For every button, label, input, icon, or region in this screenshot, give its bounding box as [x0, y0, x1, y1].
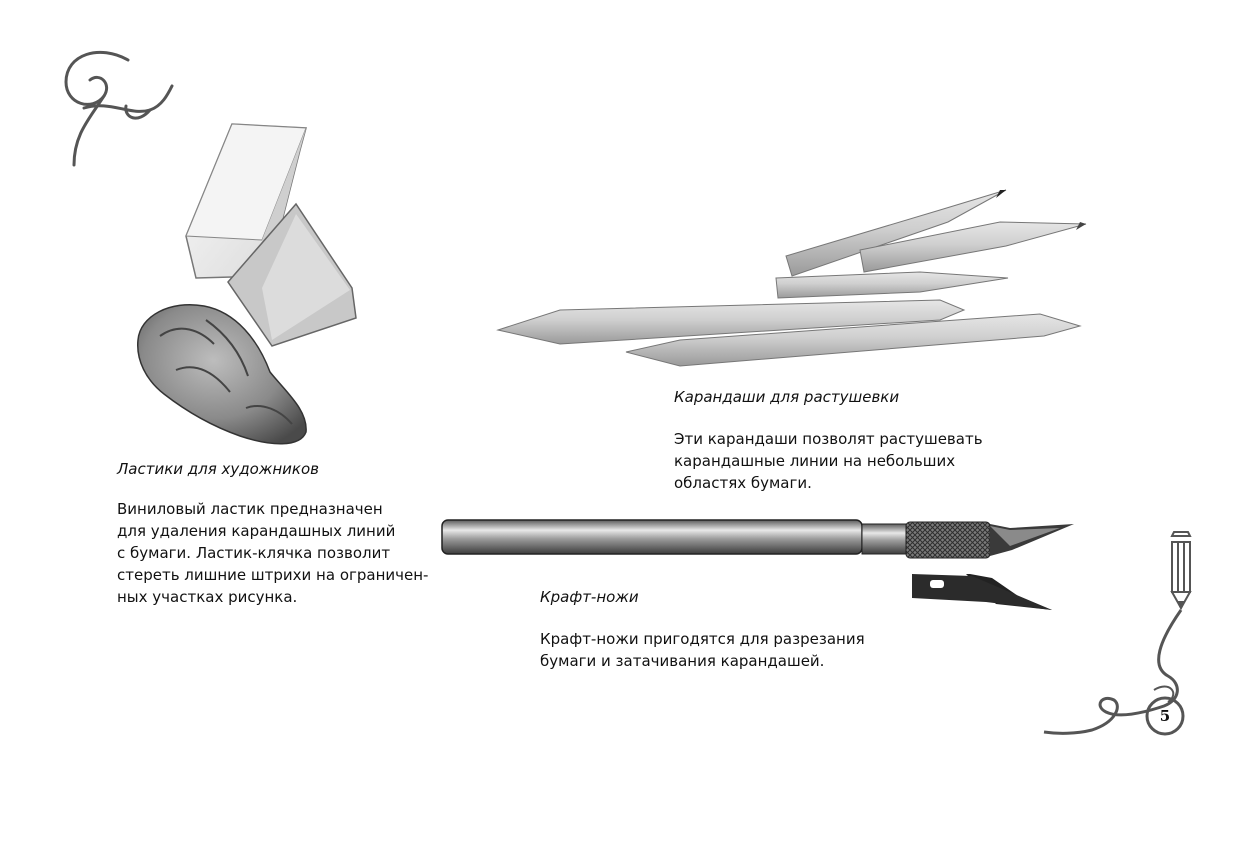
- erasers-line: Виниловый ластик предназначен: [117, 500, 383, 518]
- page-number: 5: [1159, 707, 1171, 725]
- erasers-title: Ластики для художников: [117, 460, 319, 478]
- blending-stumps-title: Карандаши для растушевки: [674, 388, 900, 406]
- blending-stumps-line: карандашные линии на небольших: [674, 452, 956, 470]
- erasers-line: ных участках рисунка.: [117, 588, 298, 606]
- craft-knives-description: [540, 628, 865, 672]
- blending-stumps-description: [674, 428, 983, 494]
- erasers-line: для удаления карандашных линий: [117, 522, 396, 540]
- craft-knives-title: Крафт-ножи: [540, 588, 639, 606]
- craft-knives-line: Крафт-ножи пригодятся для разрезания: [540, 630, 865, 648]
- blending-stumps-image: [498, 190, 1086, 366]
- craft-knife-image: [442, 520, 1074, 610]
- corner-swirl-icon: [66, 52, 172, 165]
- erasers-line: с бумаги. Ластик-клячка позволит: [117, 544, 391, 562]
- erasers-line: стереть лишние штрихи на ограничен-: [117, 566, 429, 584]
- craft-knives-line: бумаги и затачивания карандашей.: [540, 652, 825, 670]
- blending-stumps-line: Эти карандаши позволят растушевать: [674, 430, 983, 448]
- blending-stumps-line: областях бумаги.: [674, 474, 812, 492]
- erasers-description: [117, 498, 428, 608]
